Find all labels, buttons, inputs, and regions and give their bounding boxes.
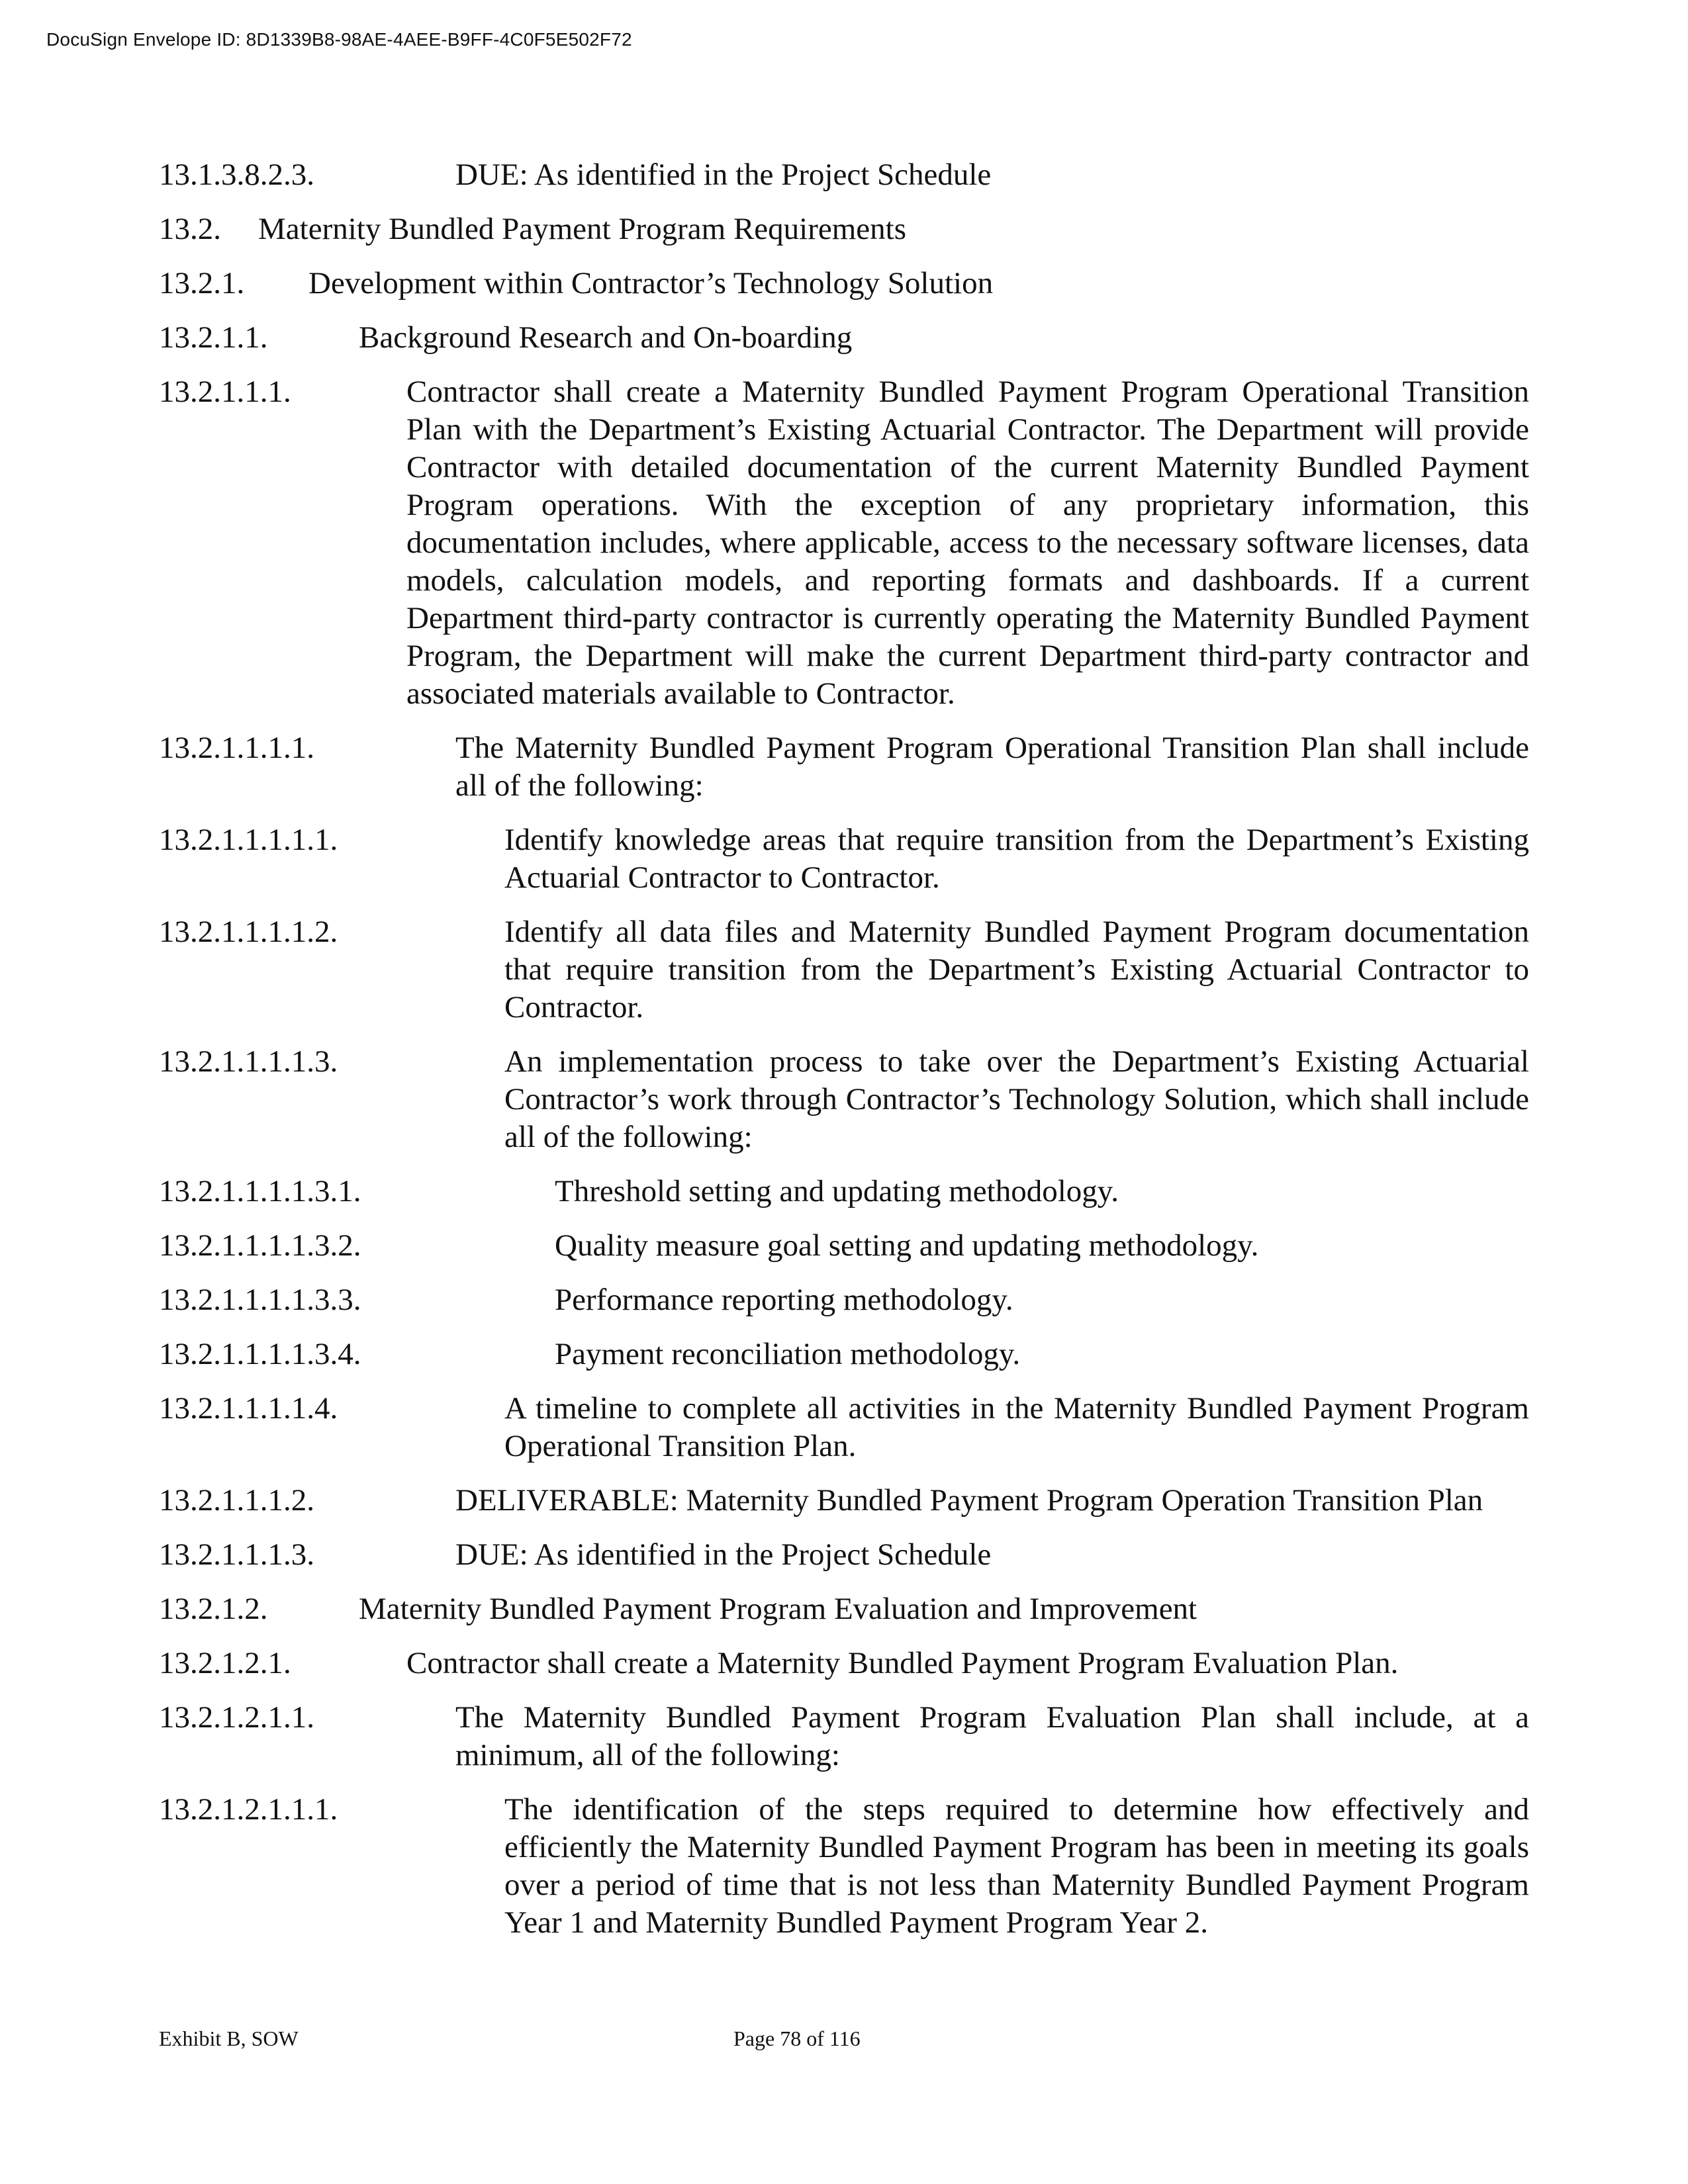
due-text: DUE: As identified in the Project Schedule [455, 1537, 992, 1572]
section-text: Contractor shall create a Maternity Bundled Payment Program Evaluation Plan. [406, 1646, 1399, 1680]
section-text: Quality measure goal setting and updating methodology. [555, 1228, 1259, 1263]
section-heading: Background Research and On-boarding [359, 320, 853, 355]
section-13-2-1 [159, 265, 1529, 302]
section-13-2-1-1-1-1-4 [159, 1390, 1529, 1465]
section-text: The Maternity Bundled Payment Program Evaluation Plan shall include, at a minimum, all of the following: [455, 1700, 1529, 1772]
section-number: 13.2.1.2. [159, 1592, 268, 1626]
section-number: 13.2.1.2.1. [159, 1646, 291, 1680]
document-body [159, 156, 1529, 1958]
section-number: 13.2.1.1. [159, 320, 268, 355]
section-13-2-1-1-1-1-1 [159, 821, 1529, 897]
section-text: Identify knowledge areas that require transition from the Department’s Existing Actuarial Contractor to Contractor. [504, 823, 1529, 895]
section-heading: Development within Contractor’s Technology Solution [308, 266, 994, 300]
section-13-2-1-1-1-1 [159, 729, 1529, 805]
section-text: DUE: As identified in the Project Schedule [455, 158, 992, 192]
section-heading: Maternity Bundled Payment Program Evaluation and Improvement [359, 1592, 1197, 1626]
section-number: 13.2.1.1.1.1.4. [159, 1391, 338, 1426]
footer-page-number: Page 78 of 116 [733, 2026, 861, 2050]
section-text: Performance reporting methodology. [555, 1283, 1013, 1317]
section-number: 13.2. [159, 212, 221, 246]
section-text: Payment reconciliation methodology. [555, 1337, 1021, 1371]
deliverable-text: DELIVERABLE: Maternity Bundled Payment Program Operation Transition Plan [455, 1483, 1483, 1518]
section-13-2-1-1-1 [159, 373, 1529, 713]
section-number: 13.2.1.1.1.1.3.4. [159, 1337, 361, 1371]
section-13-2-1-2-1-1 [159, 1699, 1529, 1774]
section-number: 13.2.1.1.1.1.1. [159, 823, 338, 857]
section-13-2-1-1-1-3 [159, 1536, 1529, 1574]
section-13-2-1-1-1-1-3 [159, 1043, 1529, 1156]
section-13-2-1-1-1-1-3-2 [159, 1227, 1529, 1265]
section-13-1-3-8-2-3 [159, 156, 1529, 194]
section-number: 13.2.1.1.1.2. [159, 1483, 314, 1518]
section-heading: Maternity Bundled Payment Program Requirements [258, 212, 906, 246]
section-text: Identify all data files and Maternity Bundled Payment Program documentation that require transition from the Department’s Existing Actuarial Contractor to Contractor. [504, 915, 1529, 1024]
section-number: 13.2.1.1.1.1.2. [159, 915, 338, 949]
section-number: 13.2.1.1.1.3. [159, 1537, 314, 1572]
section-text: A timeline to complete all activities in the Maternity Bundled Payment Program Operational Transition Plan. [504, 1391, 1529, 1463]
section-13-2-1-1 [159, 319, 1529, 357]
section-number: 13.2.1.1.1.1. [159, 731, 314, 765]
section-text: Threshold setting and updating methodology. [555, 1174, 1119, 1208]
section-13-2-1-1-1-1-2 [159, 913, 1529, 1026]
section-13-2 [159, 210, 1529, 248]
section-13-2-1-1-1-1-3-4 [159, 1336, 1529, 1373]
section-13-2-1-2 [159, 1590, 1529, 1628]
section-text: Contractor shall create a Maternity Bundled Payment Program Operational Transition Plan with the Department’s Existing Actuarial Contractor. The Department will provide Contractor with detailed documentation of the current Maternity Bundled Payment Program operations. With the exception of any proprietary information, this documentation includes, where applicable, access to the necessary software licenses, data models, calculation models, and reporting formats and dashboards. If a current Department third-party contractor is currently operating the Maternity Bundled Payment Program, the Department will make the current Department third-party contractor and associated materials available to Contractor. [406, 375, 1529, 711]
section-number: 13.1.3.8.2.3. [159, 158, 314, 192]
section-text: An implementation process to take over the Department’s Existing Actuarial Contractor’s work through Contractor’s Technology Solution, which shall include all of the following: [504, 1044, 1529, 1154]
section-13-2-1-2-1 [159, 1645, 1529, 1682]
section-13-2-1-1-1-1-3-1 [159, 1173, 1529, 1210]
section-number: 13.2.1.2.1.1. [159, 1700, 314, 1735]
section-13-2-1-2-1-1-1 [159, 1791, 1529, 1942]
footer-exhibit: Exhibit B, SOW [159, 2026, 299, 2050]
section-13-2-1-1-1-2 [159, 1482, 1529, 1520]
section-number: 13.2.1.2.1.1.1. [159, 1792, 338, 1827]
section-13-2-1-1-1-1-3-3 [159, 1281, 1529, 1319]
section-number: 13.2.1.1.1.1.3.1. [159, 1174, 361, 1208]
section-number: 13.2.1.1.1.1.3.2. [159, 1228, 361, 1263]
section-number: 13.2.1.1.1.1.3. [159, 1044, 338, 1079]
section-text: The Maternity Bundled Payment Program Operational Transition Plan shall include all of the following: [455, 731, 1529, 803]
section-text: The identification of the steps required to determine how effectively and efficiently the Maternity Bundled Payment Program has been in meeting its goals over a period of time that is not less than Maternity Bundled Payment Program Year 1 and Maternity Bundled Payment Program Year 2. [504, 1792, 1529, 1940]
section-number: 13.2.1.1.1. [159, 375, 291, 409]
section-number: 13.2.1. [159, 266, 245, 300]
section-number: 13.2.1.1.1.1.3.3. [159, 1283, 361, 1317]
envelope-id: DocuSign Envelope ID: 8D1339B8-98AE-4AEE-B9FF-4C0F5E502F72 [46, 29, 632, 50]
